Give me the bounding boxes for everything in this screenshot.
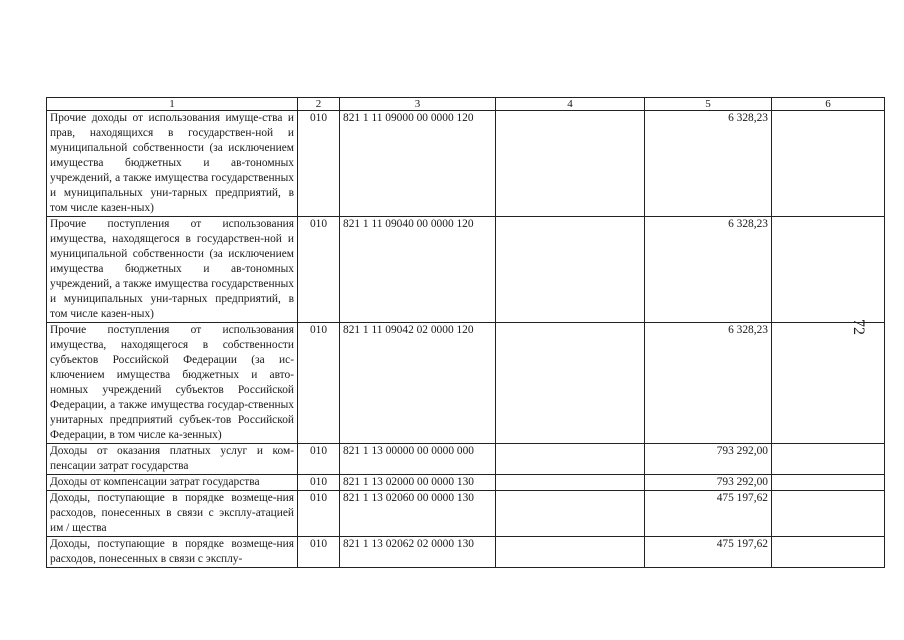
amount-value: 6 328,23 [645,111,772,217]
column-4-value [496,111,645,217]
budget-classification-code: 821 1 13 02062 02 0000 130 [340,537,496,568]
line-code: 010 [298,491,340,537]
page-number: 72 [850,319,867,335]
table-row [47,491,885,537]
column-header-6: 6 [772,98,885,111]
row-description: Доходы от компенсации затрат государства [47,475,298,491]
column-4-value [496,323,645,444]
column-header-3: 3 [340,98,496,111]
row-description: Доходы, поступающие в порядке возмеще-ния расходов, понесенных в связи с эксплу- [47,537,298,568]
column-header-2: 2 [298,98,340,111]
column-6-value [772,491,885,537]
column-6-value [772,217,885,323]
header-row [47,98,885,111]
row-description: Доходы, поступающие в порядке возмеще-ния расходов, понесенных в связи с эксплу-атацией им / щества [47,491,298,537]
amount-value: 6 328,23 [645,217,772,323]
amount-value: 475 197,62 [645,537,772,568]
table-row [47,444,885,475]
line-code: 010 [298,111,340,217]
row-description: Прочие доходы от использования имуще-ства и прав, находящихся в государствен-ной и муниципальной собственности (за исключением имущества бюджетных и ав-тономных учреждений, а также имущества государственных и муниципальных уни-тарных предприятий, в том числе казен-ных) [47,111,298,217]
budget-classification-code: 821 1 11 09042 02 0000 120 [340,323,496,444]
table-row [47,111,885,217]
table-row [47,323,885,444]
column-4-value [496,491,645,537]
line-code: 010 [298,217,340,323]
amount-value: 6 328,23 [645,323,772,444]
budget-classification-code: 821 1 13 02060 00 0000 130 [340,491,496,537]
amount-value: 793 292,00 [645,475,772,491]
budget-classification-code: 821 1 13 02000 00 0000 130 [340,475,496,491]
table-row [47,217,885,323]
column-6-value [772,475,885,491]
column-header-4: 4 [496,98,645,111]
budget-classification-code: 821 1 13 00000 00 0000 000 [340,444,496,475]
row-description: Доходы от оказания платных услуг и ком-пенсации затрат государства [47,444,298,475]
column-4-value [496,537,645,568]
amount-value: 475 197,62 [645,491,772,537]
table-row [47,537,885,568]
budget-classification-code: 821 1 11 09000 00 0000 120 [340,111,496,217]
line-code: 010 [298,444,340,475]
amount-value: 793 292,00 [645,444,772,475]
revenue-table [46,97,885,568]
column-4-value [496,475,645,491]
column-header-5: 5 [645,98,772,111]
row-description: Прочие поступления от использования имущества, находящегося в государствен-ной и муниципальной собственности (за исключением имущества бюджетных и ав-тономных учреждений, а также имущества государственных и муниципальных уни-тарных предприятий, в том числе казен-ных) [47,217,298,323]
line-code: 010 [298,537,340,568]
table-row [47,475,885,491]
row-description: Прочие поступления от использования имущества, находящегося в собственности субъектов Российской Федерации (за ис-ключением имущества бюджетных и авто-номных учреждений субъектов Российской Федерации, а также имущества государ-ственных унитарных предприятий субъек-тов Российской Федерации, в том числе ка-зенных) [47,323,298,444]
column-6-value [772,111,885,217]
column-4-value [496,217,645,323]
budget-classification-code: 821 1 11 09040 00 0000 120 [340,217,496,323]
column-6-value [772,537,885,568]
column-header-1: 1 [47,98,298,111]
line-code: 010 [298,323,340,444]
line-code: 010 [298,475,340,491]
column-4-value [496,444,645,475]
column-6-value [772,444,885,475]
column-6-value [772,323,885,444]
